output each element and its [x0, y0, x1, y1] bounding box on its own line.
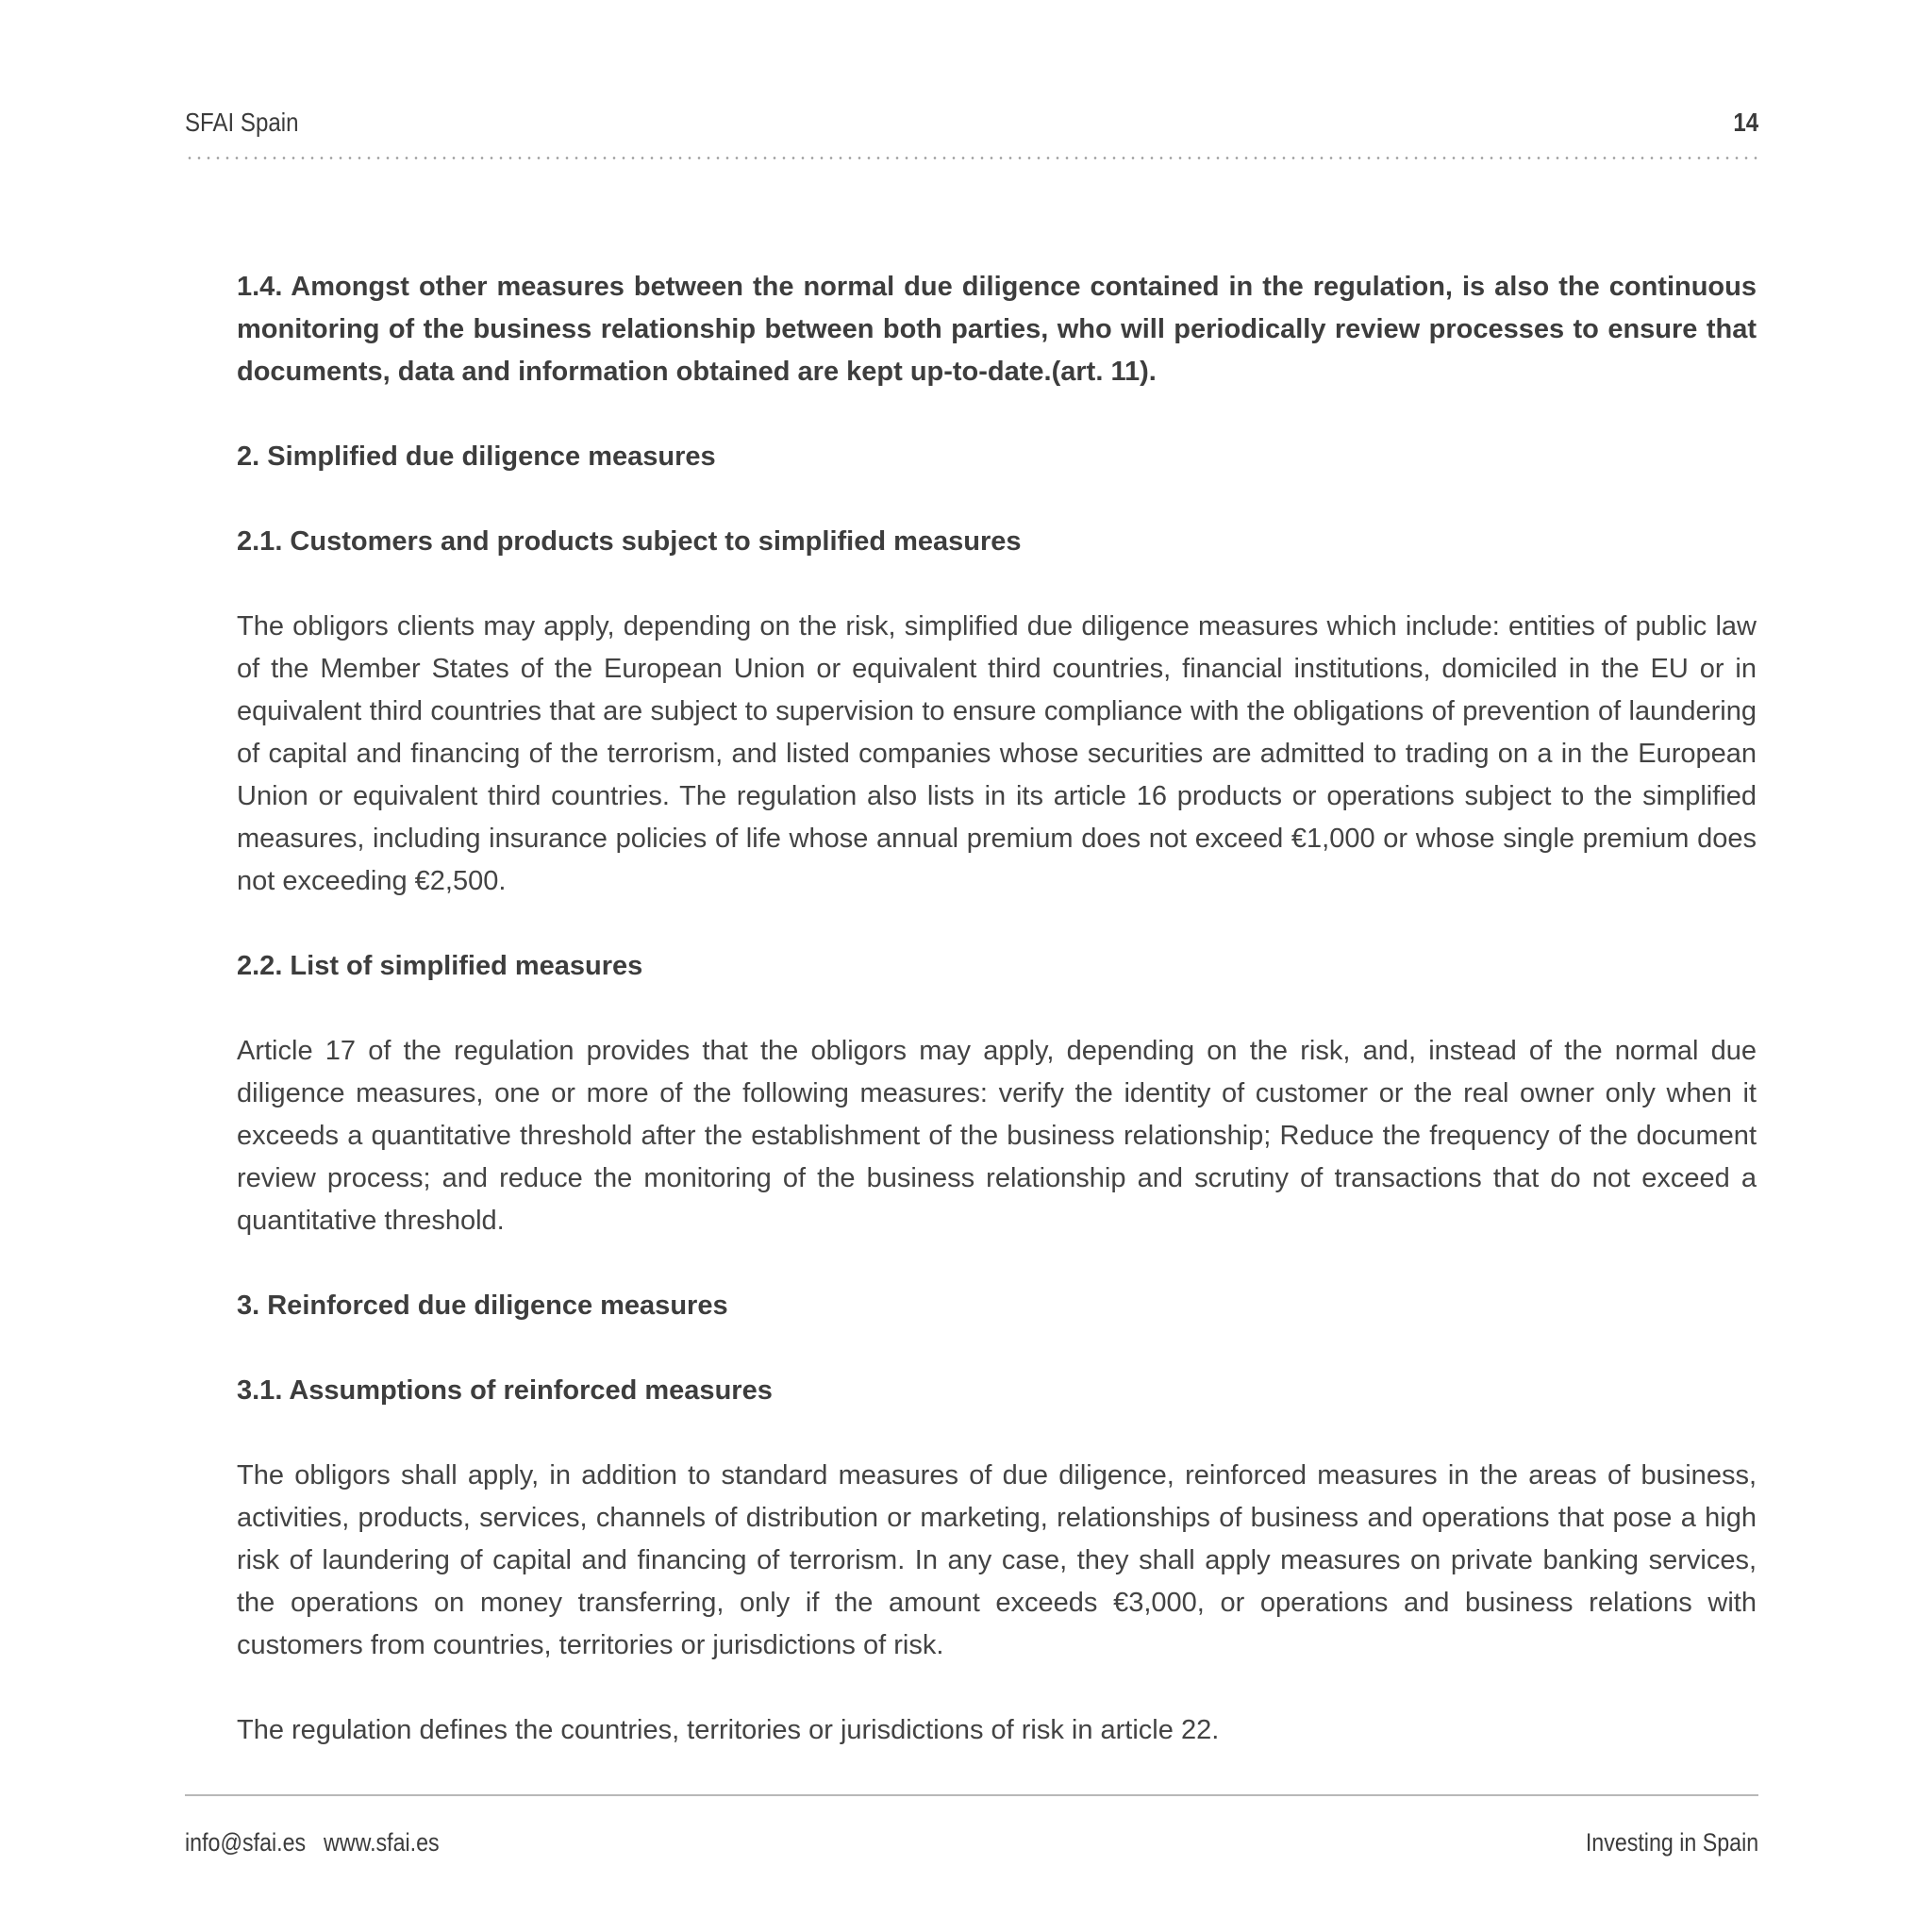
document-body	[237, 266, 1757, 1752]
paragraph-3-1: The obligors shall apply, in addition to standard measures of due diligence, reinforced measures in the areas of business, activities, products, services, channels of distribution or marketing, relationships of business and operations that pose a high risk of laundering of capital and financing of terrorism. In any case, they shall apply measures on private banking services, the operations on money transferring, only if the amount exceeds €3,000, or operations and business relations with customers from countries, territories or jurisdictions of risk.	[237, 1460, 1757, 1660]
subsection-heading-2-2: 2.2. List of simplified measures	[237, 951, 643, 981]
footer-divider	[185, 1794, 1758, 1796]
footer-email[interactable]: info@sfai.es	[185, 1828, 307, 1857]
header-brand: SFAI Spain	[185, 108, 299, 137]
page-number: 14	[1733, 108, 1758, 137]
footer-title: Investing in Spain	[1585, 1828, 1758, 1857]
subsection-heading-3-1: 3.1. Assumptions of reinforced measures	[237, 1375, 773, 1406]
paragraph-1-4: 1.4. Amongst other measures between the normal due diligence contained in the regulation, is also the continuous monitoring of the business relationship between both parties, who will periodically review processes to ensure that documents, data and information obtained are kept up-to-date.(art. 11).	[237, 272, 1757, 387]
header-dotted-divider	[185, 157, 1758, 159]
paragraph-3-1-note: The regulation defines the countries, territories or jurisdictions of risk in article 22.	[237, 1715, 1220, 1745]
page-footer	[185, 1828, 1758, 1862]
footer-website[interactable]: www.sfai.es	[324, 1828, 440, 1857]
subsection-heading-2-1: 2.1. Customers and products subject to simplified measures	[237, 526, 1022, 557]
paragraph-2-2: Article 17 of the regulation provides that the obligors may apply, depending on the risk, and, instead of the normal due diligence measures, one or more of the following measures: verify the identity of customer or the real owner only when it exceeds a quantitative threshold after the establishment of the business relationship; Reduce the frequency of the document review process; and reduce the monitoring of the business relationship and scrutiny of transactions that do not exceed a quantitative threshold.	[237, 1036, 1757, 1236]
paragraph-2-1: The obligors clients may apply, depending on the risk, simplified due diligence measures which include: entities of public law of the Member States of the European Union or equivalent third countries, financial institutions, domiciled in the EU or in equivalent third countries that are subject to supervision to ensure compliance with the obligations of prevention of laundering of capital and financing of the terrorism, and listed companies whose securities are admitted to trading on a in the European Union or equivalent third countries. The regulation also lists in its article 16 products or operations subject to the simplified measures, including insurance policies of life whose annual premium does not exceed €1,000 or whose single premium does not exceeding €2,500.	[237, 611, 1757, 896]
section-heading-2: 2. Simplified due diligence measures	[237, 441, 716, 472]
section-heading-3: 3. Reinforced due diligence measures	[237, 1291, 728, 1321]
page-header	[185, 108, 1758, 145]
footer-contact	[185, 1828, 440, 1857]
